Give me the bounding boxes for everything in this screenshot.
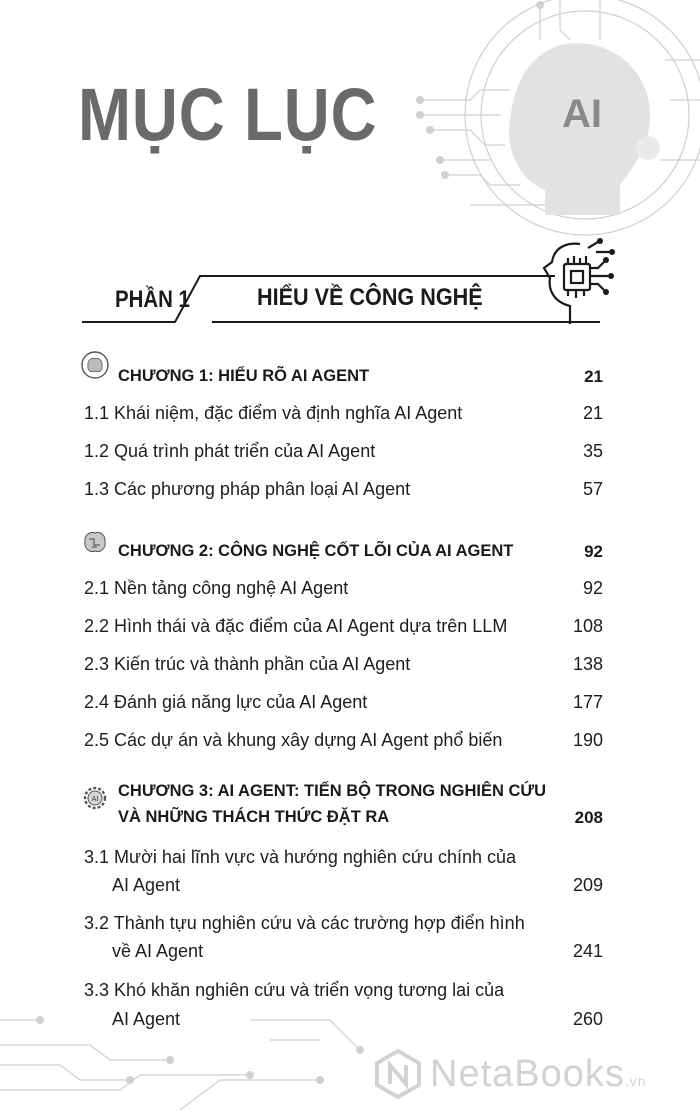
- part-label: PHẦN 1: [115, 286, 190, 313]
- svg-text:AI: AI: [91, 795, 99, 803]
- chapter-3-page: 208: [574, 808, 603, 827]
- toc-entry-2-2: 2.2 Hình thái và đặc điểm của AI Agent dựa trên LLM: [84, 616, 508, 636]
- toc-entry-1-2: 1.2 Quá trình phát triển của AI Agent: [84, 441, 376, 461]
- ai-gear-icon: [80, 783, 110, 813]
- chapter-3-title-line1: CHƯƠNG 3: AI AGENT: TIẾN BỘ TRONG NGHIÊN CỨU: [118, 782, 546, 800]
- toc-entry-3-3-line1: 3.3 Khó khăn nghiên cứu và triển vọng tương lai của: [84, 980, 505, 1000]
- part-title: HIỂU VỀ CÔNG NGHỆ: [257, 284, 483, 311]
- toc-page-2-1: 92: [582, 578, 603, 598]
- toc-entry-2-4: 2.4 Đánh giá năng lực của AI Agent: [84, 692, 368, 712]
- toc-entry-3-1-line2: AI Agent: [112, 875, 181, 895]
- watermark-brand: NetaBooks: [430, 1053, 625, 1095]
- chapter-2-page: 92: [584, 542, 603, 561]
- page-title: MỤC LỤC: [78, 73, 378, 156]
- toc-page-1-1: 21: [582, 403, 603, 423]
- toc-entry-3-1-line1: 3.1 Mười hai lĩnh vực và hướng nghiên cứu chính của: [84, 847, 517, 867]
- toc-page-3-2: 241: [572, 941, 603, 961]
- chapter-3-title-line2: VÀ NHỮNG THÁCH THỨC ĐẶT RA: [118, 808, 390, 826]
- toc-entry-1-1: 1.1 Khái niệm, đặc điểm và định nghĩa AI Agent: [84, 403, 463, 423]
- chapter-1-page: 21: [584, 367, 603, 386]
- toc-page-2-5: 190: [572, 730, 603, 750]
- chapter-2-title: CHƯƠNG 2: CÔNG NGHỆ CỐT LÕI CỦA AI AGENT: [118, 542, 514, 560]
- toc-page-2-3: 138: [572, 654, 603, 674]
- toc-page-1-2: 35: [582, 441, 603, 461]
- toc-page-3-3: 260: [572, 1009, 603, 1029]
- ai-badge: AI: [562, 92, 602, 136]
- toc-entry-3-3-line2: AI Agent: [112, 1009, 181, 1029]
- head-chip-icon: [540, 238, 620, 326]
- toc-entry-3-2-line2: về AI Agent: [112, 941, 204, 961]
- toc-entry-2-1: 2.1 Nền tảng công nghệ AI Agent: [84, 578, 349, 598]
- watermark: [430, 1053, 647, 1096]
- toc-entry-1-3: 1.3 Các phương pháp phân loại AI Agent: [84, 479, 411, 499]
- chapter-1-title: CHƯƠNG 1: HIỂU RÕ AI AGENT: [118, 367, 370, 385]
- toc-page-3-1: 209: [572, 875, 603, 895]
- toc-entry-3-2-line1: 3.2 Thành tựu nghiên cứu và các trường hợp điển hình: [84, 913, 525, 933]
- toc-page-2-2: 108: [572, 616, 603, 636]
- toc-page-1-3: 57: [582, 479, 603, 499]
- watermark-suffix: .vn: [624, 1073, 647, 1089]
- toc-entry-2-3: 2.3 Kiến trúc và thành phần của AI Agent: [84, 654, 411, 674]
- brain-circuit-icon: [80, 527, 110, 557]
- toc-entry-2-5: 2.5 Các dự án và khung xây dựng AI Agent phổ biến: [84, 730, 503, 750]
- brain-icon: [80, 350, 110, 380]
- toc-page-2-4: 177: [572, 692, 603, 712]
- netabooks-logo-icon: [372, 1048, 424, 1100]
